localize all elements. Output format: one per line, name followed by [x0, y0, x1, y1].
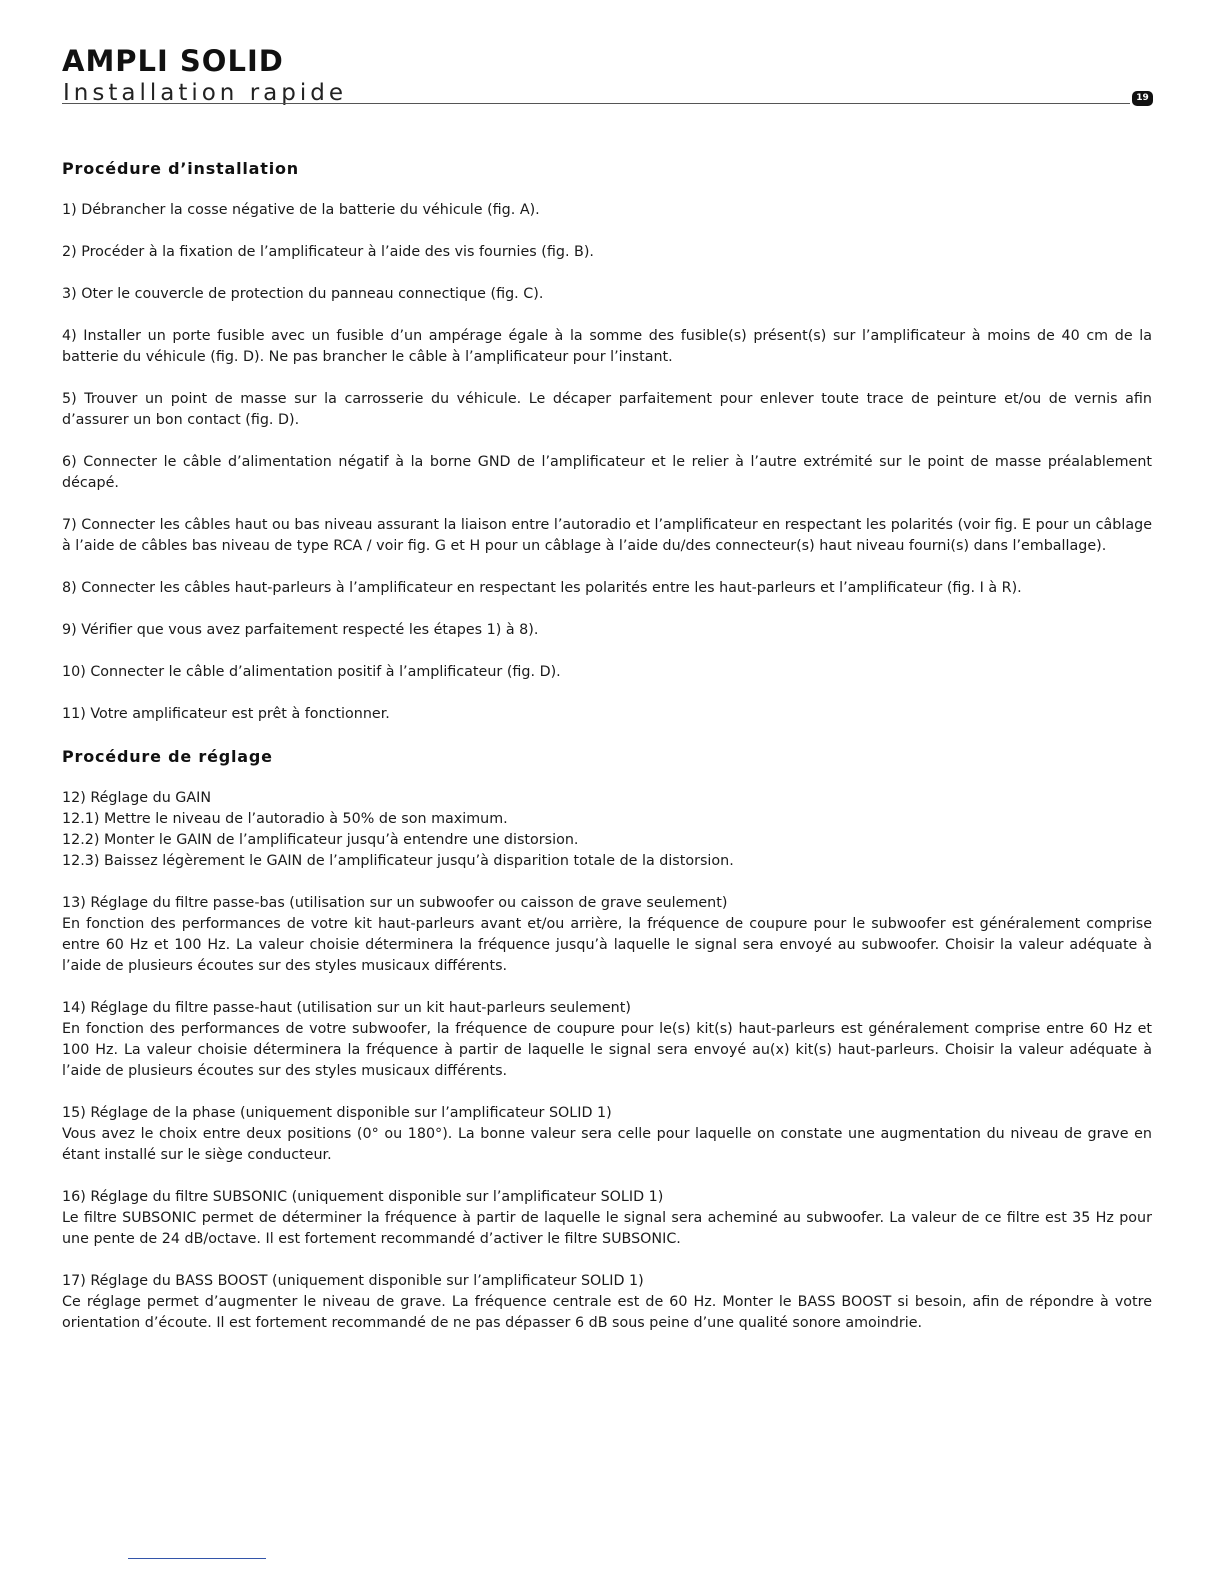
installation-heading: Procédure d’installation — [62, 159, 299, 178]
highpass-section — [62, 998, 1152, 1082]
installation-step: 10) Connecter le câble d’alimentation positif à l’amplificateur (fig. D). — [62, 664, 561, 680]
bassboost-section — [62, 1271, 1152, 1334]
highpass-title: 14) Réglage du filtre passe-haut (utilisation sur un kit haut-parleurs seulement) — [62, 1000, 631, 1016]
installation-step: 9) Vérifier que vous avez parfaitement respecté les étapes 1) à 8). — [62, 622, 539, 638]
installation-step: 2) Procéder à la fixation de l’amplificateur à l’aide des vis fournies (fig. B). — [62, 244, 594, 260]
gain-substep: 12.1) Mettre le niveau de l’autoradio à 50% de son maximum. — [62, 811, 508, 827]
document-subtitle: Installation rapide — [63, 80, 347, 106]
installation-step: 3) Oter le couvercle de protection du panneau connectique (fig. C). — [62, 286, 544, 302]
document-title: AMPLI SOLID — [62, 44, 284, 78]
installation-step: 11) Votre amplificateur est prêt à fonctionner. — [62, 706, 390, 722]
adjustment-heading: Procédure de réglage — [62, 747, 273, 766]
installation-step: 4) Installer un porte fusible avec un fusible d’un ampérage égale à la somme des fusible(s) présent(s) sur l’amplificateur à moins de 40 cm de la batterie du véhicule (fig. D). Ne pas brancher le câble à l’amplificateur pour l’instant. — [62, 328, 1152, 365]
installation-step: 7) Connecter les câbles haut ou bas niveau assurant la liaison entre l’autoradio et l’amplificateur en respectant les polarités (voir fig. E pour un câblage à l’aide de câbles bas niveau de type RCA / voir fig. G et H pour un câblage à l’aide du/des connecteur(s) haut niveau fourni(s) dans l’emballage). — [62, 517, 1152, 554]
installation-step: 8) Connecter les câbles haut-parleurs à l’amplificateur en respectant les polarités entre les haut-parleurs et l’amplificateur (fig. I à R). — [62, 580, 1022, 596]
subsonic-title: 16) Réglage du filtre SUBSONIC (uniquement disponible sur l’amplificateur SOLID 1) — [62, 1189, 664, 1205]
subsonic-section — [62, 1187, 1152, 1250]
gain-substep: 12.3) Baissez légèrement le GAIN de l’amplificateur jusqu’à disparition totale de la distorsion. — [62, 853, 734, 869]
footnote-divider — [128, 1558, 266, 1559]
page-number-badge: 19 — [1132, 91, 1153, 106]
header-divider — [62, 103, 1130, 104]
document-body — [62, 158, 1152, 1355]
installation-step: 5) Trouver un point de masse sur la carrosserie du véhicule. Le décaper parfaitement pour enlever toute trace de peinture et/ou de vernis afin d’assurer un bon contact (fig. D). — [62, 391, 1152, 428]
phase-title: 15) Réglage de la phase (uniquement disponible sur l’amplificateur SOLID 1) — [62, 1105, 612, 1121]
bassboost-title: 17) Réglage du BASS BOOST (uniquement disponible sur l’amplificateur SOLID 1) — [62, 1273, 644, 1289]
lowpass-title: 13) Réglage du filtre passe-bas (utilisation sur un subwoofer ou caisson de grave seulement) — [62, 895, 728, 911]
phase-section — [62, 1103, 1152, 1166]
installation-step: 6) Connecter le câble d’alimentation négatif à la borne GND de l’amplificateur et le relier à l’autre extrémité sur le point de masse préalablement décapé. — [62, 454, 1152, 491]
subsonic-body: Le filtre SUBSONIC permet de déterminer la fréquence à partir de laquelle le signal sera acheminé au subwoofer. La valeur de ce filtre est 35 Hz pour une pente de 24 dB/octave. Il est fortement recommandé d’activer le filtre SUBSONIC. — [62, 1210, 1152, 1247]
bassboost-body: Ce réglage permet d’augmenter le niveau de grave. La fréquence centrale est de 60 Hz. Monter le BASS BOOST si besoin, afin de répondre à votre orientation d’écoute. Il est fortement recommandé de ne pas dépasser 6 dB sous peine d’une qualité sonore amoindrie. — [62, 1294, 1152, 1331]
gain-substep: 12.2) Monter le GAIN de l’amplificateur jusqu’à entendre une distorsion. — [62, 832, 579, 848]
installation-step: 1) Débrancher la cosse négative de la batterie du véhicule (fig. A). — [62, 202, 540, 218]
highpass-body: En fonction des performances de votre subwoofer, la fréquence de coupure pour le(s) kit(s) haut-parleurs est généralement comprise entre 60 Hz et 100 Hz. La valeur choisie déterminera la fréquence à partir de laquelle le signal sera envoyé au(x) kit(s) haut-parleurs. Choisir la valeur adéquate à l’aide de plusieurs écoutes sur des styles musicaux différents. — [62, 1021, 1152, 1079]
gain-title: 12) Réglage du GAIN — [62, 790, 212, 806]
phase-body: Vous avez le choix entre deux positions (0° ou 180°). La bonne valeur sera celle pour laquelle on constate une augmentation du niveau de grave en étant installé sur le siège conducteur. — [62, 1126, 1152, 1163]
gain-section — [62, 788, 1152, 872]
lowpass-section — [62, 893, 1152, 977]
lowpass-body: En fonction des performances de votre kit haut-parleurs avant et/ou arrière, la fréquence de coupure pour le subwoofer est généralement comprise entre 60 Hz et 100 Hz. La valeur choisie déterminera la fréquence jusqu’à laquelle le signal sera envoyé au subwoofer. Choisir la valeur adéquate à l’aide de plusieurs écoutes sur des styles musicaux différents. — [62, 916, 1152, 974]
